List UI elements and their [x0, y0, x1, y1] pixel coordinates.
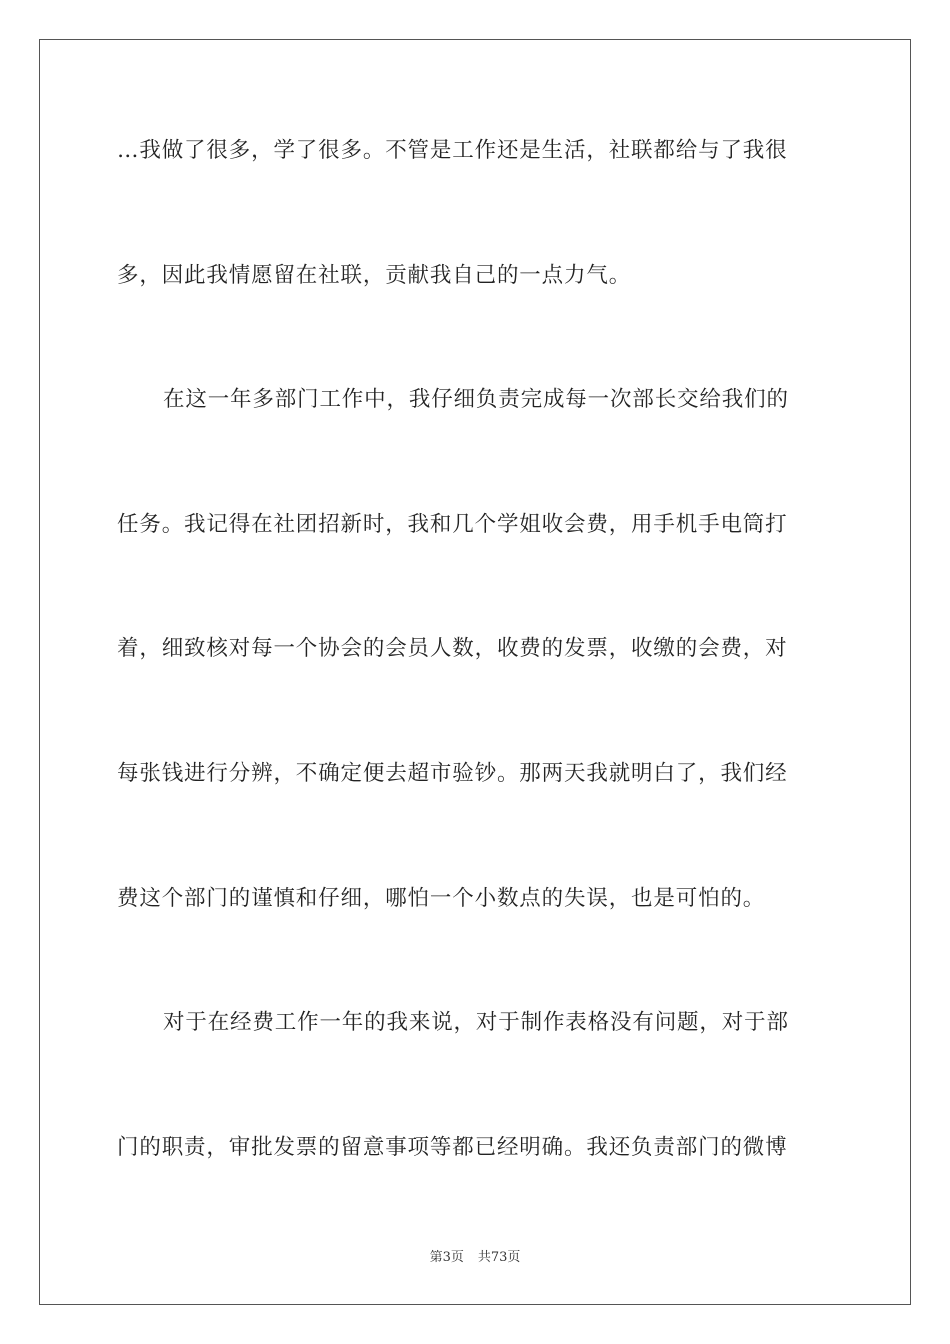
page-number-total: 共73页: [477, 1250, 521, 1265]
text-line: …我做了很多，学了很多。不管是工作还是生活，社联都给与了我很: [117, 138, 788, 163]
text-line: 费这个部门的谨慎和仔细，哪怕一个小数点的失误，也是可怕的。: [117, 885, 766, 911]
document-body: [117, 126, 833, 1247]
page-number-current: 第3页: [429, 1250, 464, 1265]
text-line: 门的职责，审批发票的留意事项等都已经明确。我还负责部门的微博: [117, 1134, 788, 1160]
paragraph-start-line: 对于在经费工作一年的我来说，对于制作表格没有问题，对于部: [163, 1010, 789, 1036]
text-line: 着，细致核对每一个协会的会员人数，收费的发票，收缴的会费，对: [117, 636, 788, 662]
page-footer: [0, 1246, 950, 1265]
text-line: 任务。我记得在社团招新时，我和几个学姐收会费，用手机手电筒打: [117, 511, 788, 537]
text-line: 多，因此我情愿留在社联，贡献我自己的一点力气。: [117, 262, 632, 288]
paragraph-start-line: 在这一年多部门工作中，我仔细负责完成每一次部长交给我们的: [163, 387, 789, 413]
text-line: 每张钱进行分辨，不确定便去超市验钞。那两天我就明白了，我们经: [117, 760, 788, 786]
